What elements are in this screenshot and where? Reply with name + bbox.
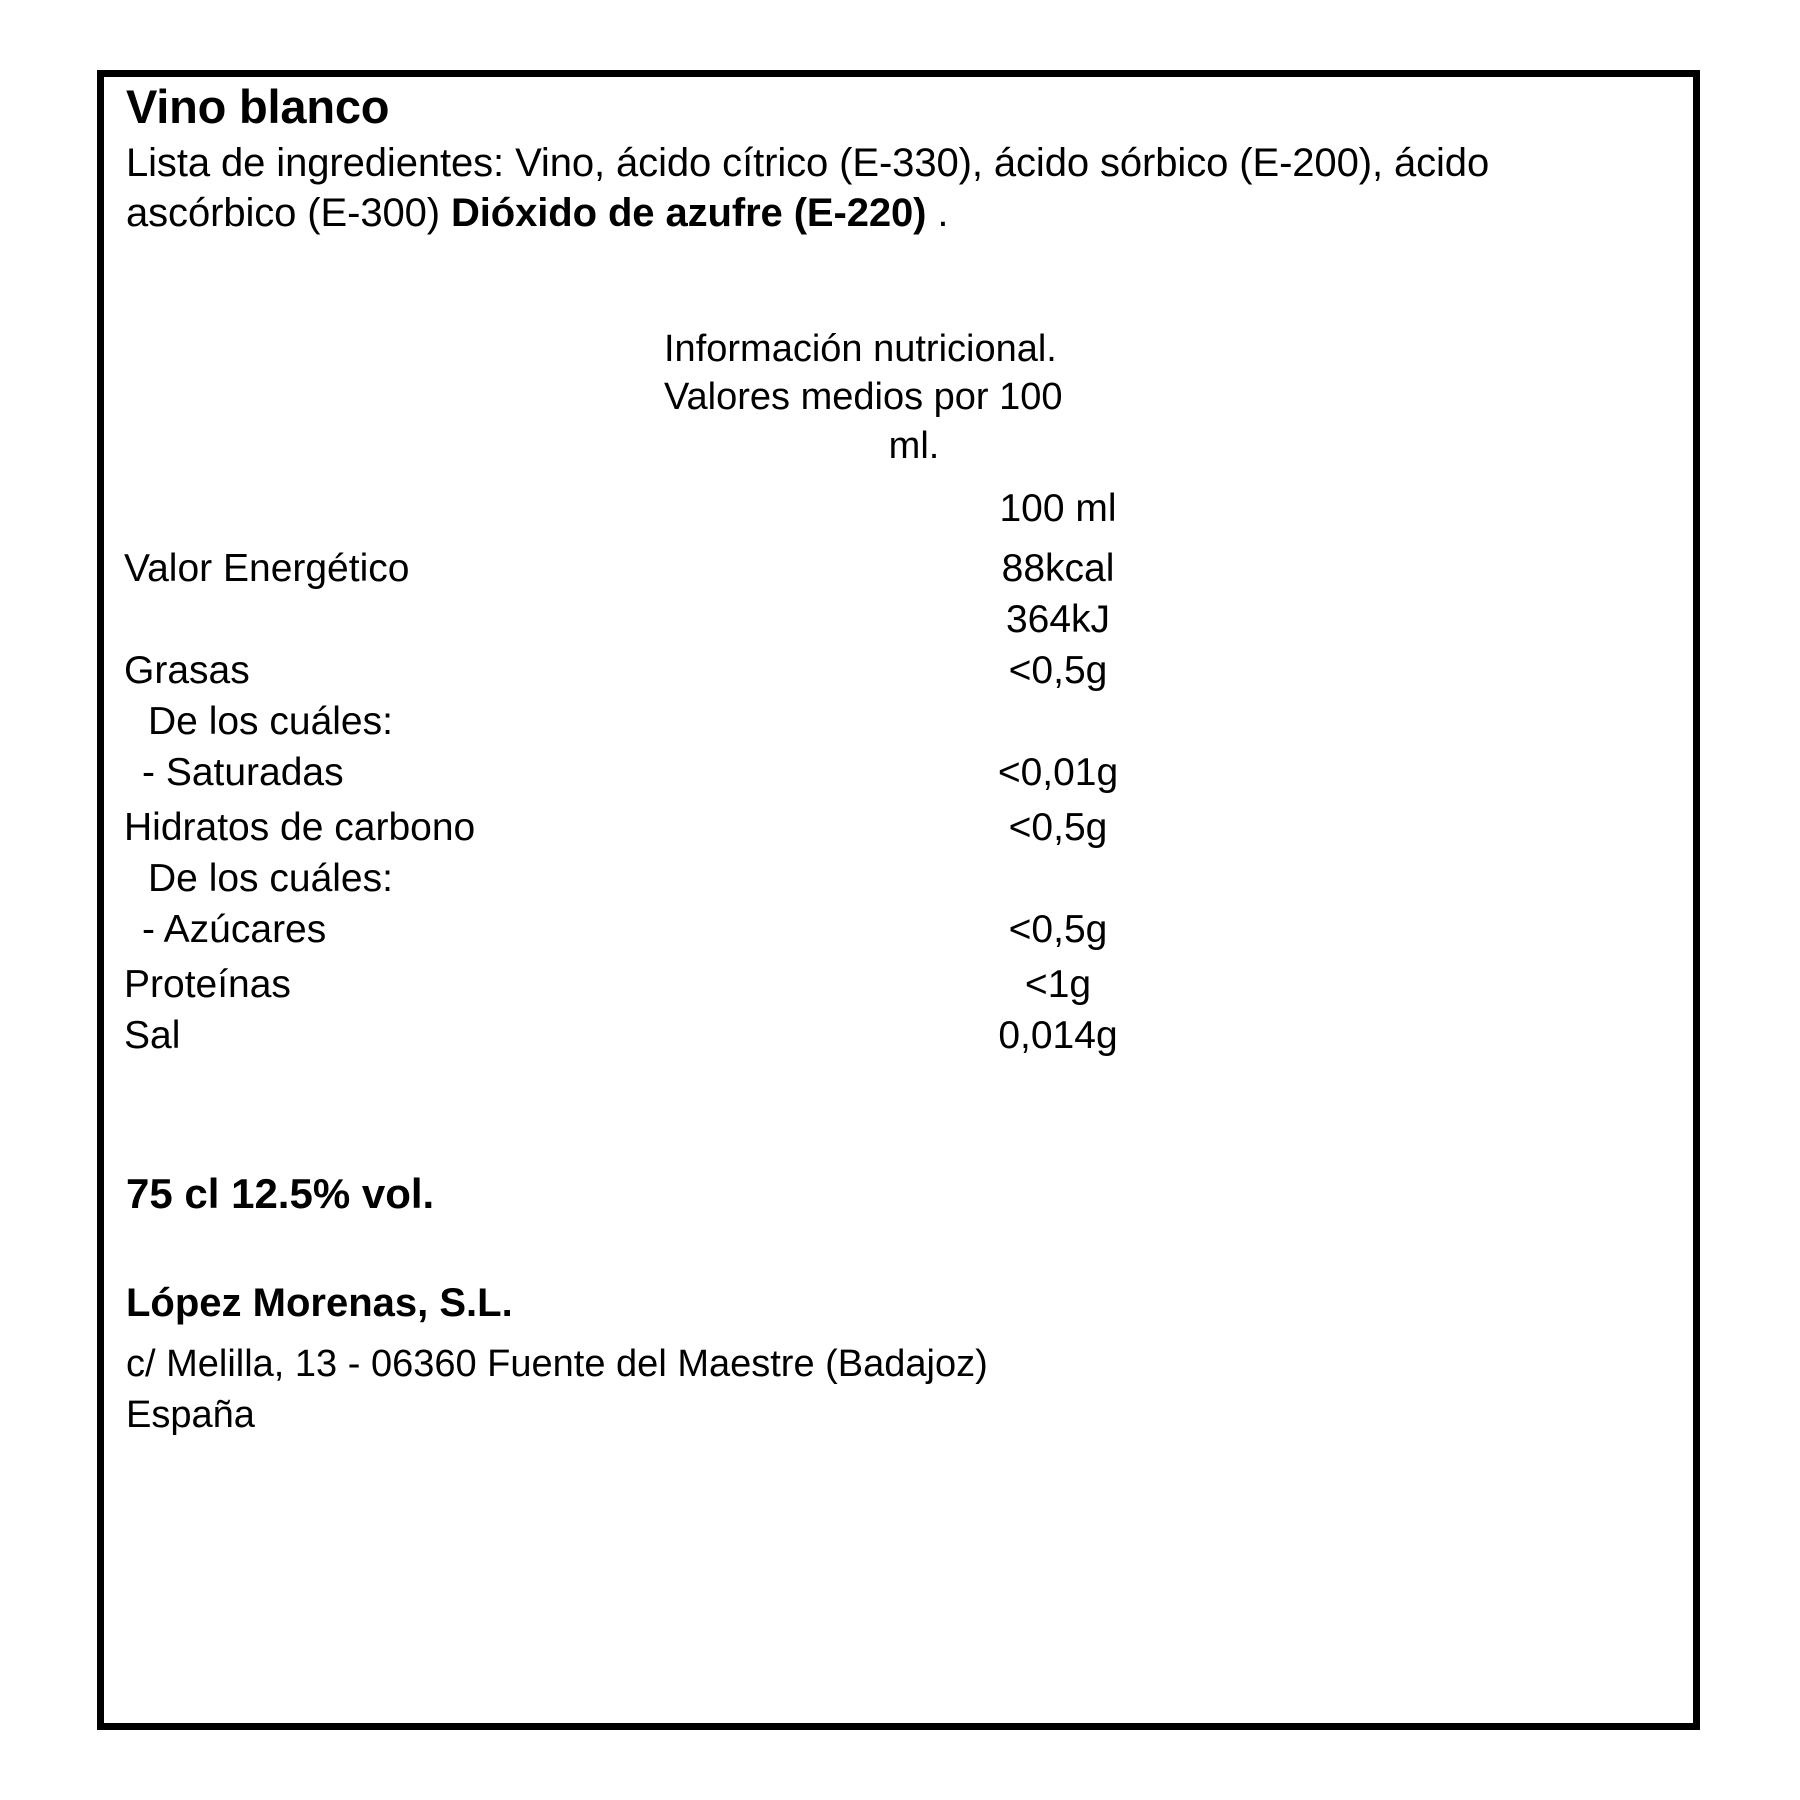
nutrition-value-sal: 0,014g — [998, 1014, 1118, 1057]
table-row — [104, 549, 1693, 600]
volume-and-alcohol-content: 75 cl 12.5% vol. — [126, 1170, 435, 1217]
nutrition-table — [104, 489, 1693, 1067]
nutrition-label-azucares: - Azúcares — [142, 908, 327, 951]
allergen-text: Dióxido de azufre (E-220) — [451, 190, 927, 235]
nutrition-column-header-row — [104, 489, 1693, 549]
nutrition-heading — [664, 325, 1164, 470]
nutrition-column-header-label-cell — [104, 489, 848, 549]
nutrition-label-grasas: Grasas — [124, 649, 250, 692]
nutrition-label-sal: Sal — [124, 1014, 181, 1057]
address-line-country: España — [126, 1394, 255, 1437]
nutrition-label-saturadas: - Saturadas — [142, 751, 344, 794]
nutrition-label-hidratos-de-los-cuales: De los cuáles: — [148, 857, 393, 900]
table-row — [104, 808, 1693, 859]
nutrition-label-energia: Valor Energético — [124, 547, 410, 590]
nutrition-label-proteinas: Proteínas — [124, 963, 291, 1006]
table-row — [104, 1016, 1693, 1067]
table-row — [104, 600, 1693, 651]
ingredients-prefix-text: Lista de ingredientes: Vino, ácido cítrico (E-330), ácido sórbico (E-200), ácido ascórbico (E-300) — [126, 141, 1490, 235]
table-row — [104, 859, 1693, 910]
table-row — [104, 651, 1693, 702]
table-row — [104, 702, 1693, 753]
nutrition-spacer-cell — [1268, 489, 1693, 549]
nutrition-value-grasas: <0,5g — [1008, 649, 1108, 692]
nutrition-value-energia-kcal: 88kcal — [1001, 547, 1115, 590]
product-title: Vino blanco — [126, 80, 390, 133]
nutrition-value-proteinas: <1g — [1024, 963, 1092, 1006]
nutrition-heading-line-3: ml. — [888, 424, 940, 467]
nutrition-heading-line-1: Información nutricional. — [664, 328, 1057, 370]
nutrition-value-saturadas: <0,01g — [997, 751, 1119, 794]
nutrition-label-grasas-de-los-cuales: De los cuáles: — [148, 700, 393, 743]
nutrition-label-energia-kj — [104, 600, 848, 651]
ingredients-list — [126, 139, 1606, 238]
nutrition-column-header-value: 100 ml — [999, 487, 1117, 530]
nutrition-value-azucares: <0,5g — [1008, 908, 1108, 951]
nutrition-heading-line-2: Valores medios por 100 — [664, 376, 1063, 419]
company-name: López Morenas, S.L. — [126, 1281, 513, 1325]
nutrition-value-hidratos-de-los-cuales — [848, 859, 1268, 910]
table-row — [104, 753, 1693, 808]
nutrition-label-hidratos-de-carbono: Hidratos de carbono — [124, 806, 476, 849]
ingredients-suffix-text: . — [926, 190, 949, 235]
company-address — [126, 1339, 1606, 1442]
table-row — [104, 910, 1693, 965]
table-row — [104, 965, 1693, 1016]
product-label-frame — [97, 70, 1700, 1730]
address-line-street: c/ Melilla, 13 - 06360 Fuente del Maestre (Badajoz) — [126, 1343, 988, 1385]
nutrition-value-energia-kj: 364kJ — [1005, 598, 1111, 641]
nutrition-value-hidratos-de-carbono: <0,5g — [1008, 806, 1108, 849]
nutrition-value-grasas-de-los-cuales — [848, 702, 1268, 753]
